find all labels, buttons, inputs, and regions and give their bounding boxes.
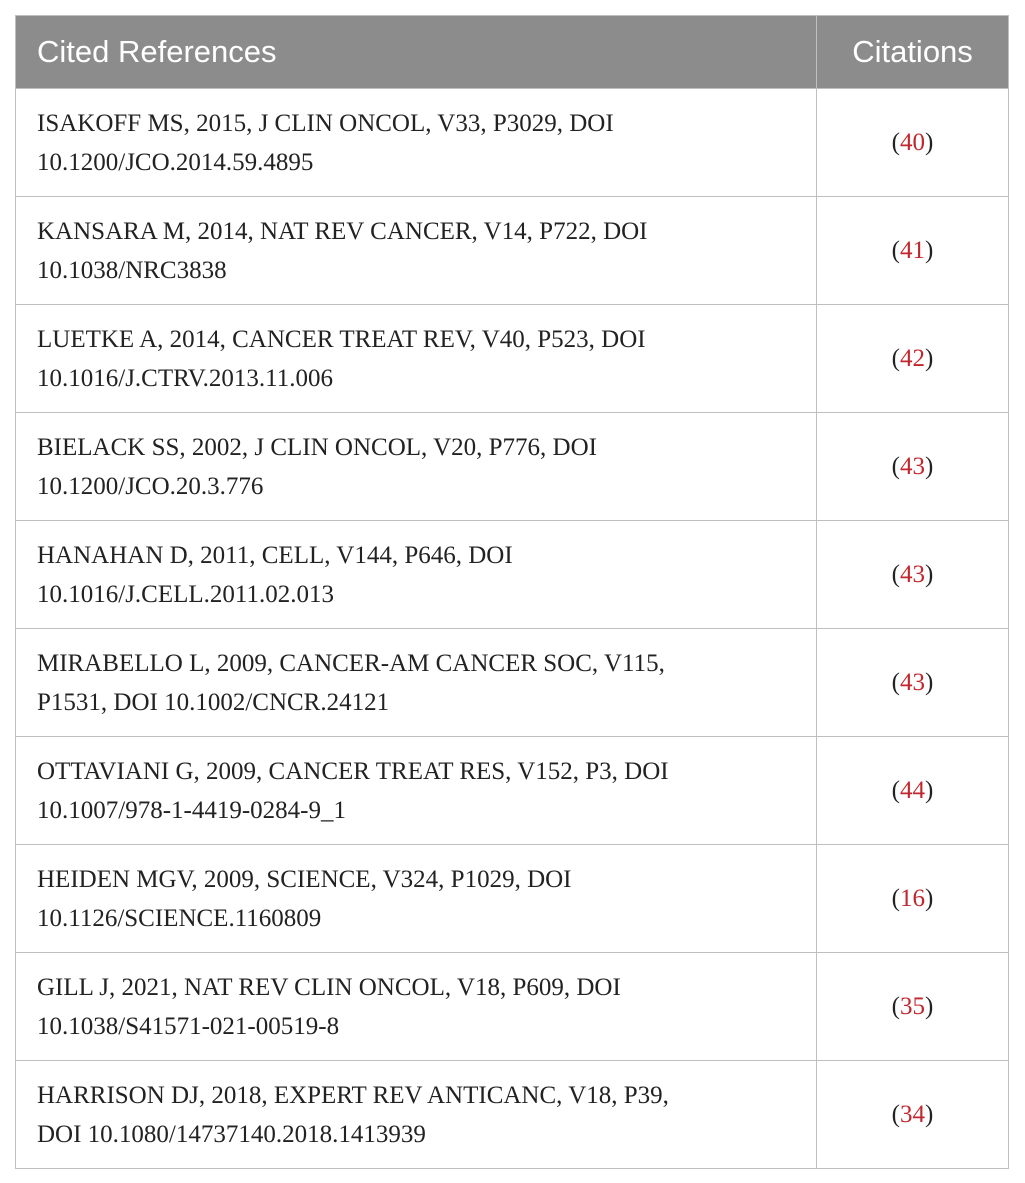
reference-line-2: 10.1007/978-1-4419-0284-9_1 bbox=[37, 796, 346, 824]
reference-line-1: KANSARA M, 2014, NAT REV CANCER, V14, P722, DOI bbox=[37, 217, 648, 245]
reference-line-1: BIELACK SS, 2002, J CLIN ONCOL, V20, P776, DOI bbox=[37, 433, 597, 461]
reference-line-2: 10.1016/J.CELL.2011.02.013 bbox=[37, 580, 334, 608]
cited-references-table-container bbox=[15, 15, 1008, 1169]
reference-line-1: HANAHAN D, 2011, CELL, V144, P646, DOI bbox=[37, 541, 513, 569]
citation-cell: (44) bbox=[817, 737, 1009, 845]
table-row bbox=[16, 629, 1009, 737]
reference-line-2: P1531, DOI 10.1002/CNCR.24121 bbox=[37, 688, 390, 716]
citation-link[interactable]: 43 bbox=[900, 560, 925, 588]
citation-link[interactable]: 35 bbox=[900, 992, 925, 1020]
reference-line-2: 10.1038/NRC3838 bbox=[37, 256, 227, 284]
reference-line-1: MIRABELLO L, 2009, CANCER-AM CANCER SOC, V115, bbox=[37, 649, 665, 677]
reference-line-1: HEIDEN MGV, 2009, SCIENCE, V324, P1029, DOI bbox=[37, 865, 572, 893]
table-row bbox=[16, 197, 1009, 305]
table-row bbox=[16, 89, 1009, 197]
reference-cell bbox=[16, 953, 817, 1061]
citation-cell: (41) bbox=[817, 197, 1009, 305]
citation-cell: (40) bbox=[817, 89, 1009, 197]
citation-cell: (43) bbox=[817, 413, 1009, 521]
table-row bbox=[16, 737, 1009, 845]
reference-line-2: 10.1126/SCIENCE.1160809 bbox=[37, 904, 322, 932]
reference-line-1: ISAKOFF MS, 2015, J CLIN ONCOL, V33, P3029, DOI bbox=[37, 109, 614, 137]
citation-link[interactable]: 43 bbox=[900, 452, 925, 480]
table-row bbox=[16, 1061, 1009, 1169]
reference-cell bbox=[16, 89, 817, 197]
citation-link[interactable]: 16 bbox=[900, 884, 925, 912]
reference-cell bbox=[16, 197, 817, 305]
citation-link[interactable]: 44 bbox=[900, 776, 925, 804]
reference-line-1: HARRISON DJ, 2018, EXPERT REV ANTICANC, V18, P39, bbox=[37, 1081, 669, 1109]
table-row bbox=[16, 305, 1009, 413]
citation-link[interactable]: 42 bbox=[900, 344, 925, 372]
citation-link[interactable]: 34 bbox=[900, 1100, 925, 1128]
reference-cell bbox=[16, 1061, 817, 1169]
reference-cell bbox=[16, 521, 817, 629]
citation-cell: (34) bbox=[817, 1061, 1009, 1169]
table-row bbox=[16, 845, 1009, 953]
table-header bbox=[16, 16, 1009, 89]
reference-cell bbox=[16, 629, 817, 737]
header-row bbox=[16, 16, 1009, 89]
cited-references-table bbox=[15, 15, 1009, 1169]
citation-cell: (35) bbox=[817, 953, 1009, 1061]
reference-line-1: GILL J, 2021, NAT REV CLIN ONCOL, V18, P609, DOI bbox=[37, 973, 621, 1001]
table-row bbox=[16, 413, 1009, 521]
citations-header: Citations bbox=[817, 16, 1009, 89]
reference-line-2: 10.1016/J.CTRV.2013.11.006 bbox=[37, 364, 333, 392]
reference-line-2: DOI 10.1080/14737140.2018.1413939 bbox=[37, 1120, 426, 1148]
citation-cell: (43) bbox=[817, 521, 1009, 629]
citation-link[interactable]: 41 bbox=[900, 236, 925, 264]
citation-cell: (42) bbox=[817, 305, 1009, 413]
table-row bbox=[16, 953, 1009, 1061]
reference-cell bbox=[16, 845, 817, 953]
reference-cell bbox=[16, 413, 817, 521]
reference-line-2: 10.1038/S41571-021-00519-8 bbox=[37, 1012, 340, 1040]
citation-cell: (16) bbox=[817, 845, 1009, 953]
table-body bbox=[16, 89, 1009, 1169]
reference-cell bbox=[16, 737, 817, 845]
reference-line-1: OTTAVIANI G, 2009, CANCER TREAT RES, V152, P3, DOI bbox=[37, 757, 669, 785]
table-row bbox=[16, 521, 1009, 629]
citation-link[interactable]: 40 bbox=[900, 128, 925, 156]
reference-line-2: 10.1200/JCO.20.3.776 bbox=[37, 472, 264, 500]
citation-link[interactable]: 43 bbox=[900, 668, 925, 696]
reference-cell bbox=[16, 305, 817, 413]
reference-line-1: LUETKE A, 2014, CANCER TREAT REV, V40, P523, DOI bbox=[37, 325, 646, 353]
cited-references-header: Cited References bbox=[16, 16, 817, 89]
citation-cell: (43) bbox=[817, 629, 1009, 737]
reference-line-2: 10.1200/JCO.2014.59.4895 bbox=[37, 148, 314, 176]
